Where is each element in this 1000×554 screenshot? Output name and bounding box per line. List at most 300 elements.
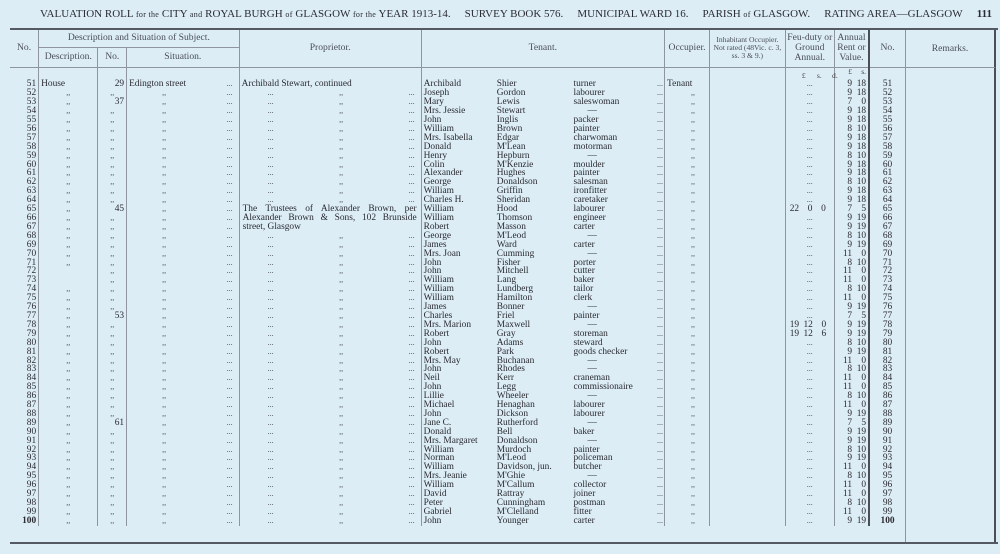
leader-dots: ... bbox=[408, 168, 415, 178]
ditto-mark: ,, bbox=[339, 462, 344, 472]
rent-pounds: 9 bbox=[847, 221, 853, 232]
tenant-surname: Cumming bbox=[496, 248, 535, 259]
proprietor-ditto bbox=[239, 250, 421, 259]
situation bbox=[127, 481, 240, 490]
rent-shillings: 18 bbox=[856, 115, 867, 126]
leader-dots: ... bbox=[408, 498, 415, 507]
row-number-right: 87 bbox=[869, 401, 905, 410]
situation-wrap bbox=[129, 134, 237, 143]
tenant-first-name: Joseph bbox=[421, 89, 495, 98]
proprietor-ditto bbox=[239, 481, 421, 490]
leader-dots: ... bbox=[657, 444, 664, 454]
tenant-surname: Maxwell bbox=[496, 319, 531, 330]
rent-shillings: 18 bbox=[856, 159, 867, 170]
rent-shillings: 19 bbox=[856, 221, 867, 232]
leader-dots: ... bbox=[267, 453, 274, 463]
situation-wrap bbox=[129, 454, 237, 463]
leader-dots: ... bbox=[657, 266, 664, 276]
occupier: ,, bbox=[665, 125, 710, 134]
ditto-mark: ,, bbox=[339, 328, 344, 338]
situation-wrap bbox=[129, 339, 237, 348]
situation bbox=[127, 143, 240, 152]
inhabitant-occupier bbox=[710, 259, 786, 268]
tenant-surname: Friel bbox=[496, 310, 515, 321]
tenant-first-name: Robert bbox=[421, 330, 495, 339]
street-number: ,, bbox=[98, 250, 127, 259]
leader-dots: ... bbox=[657, 346, 664, 356]
row-number-right: 58 bbox=[869, 143, 905, 152]
inhabitant-occupier bbox=[710, 223, 786, 232]
situation-wrap bbox=[129, 232, 237, 241]
row-number: 83 bbox=[26, 364, 37, 375]
unit-spacer bbox=[127, 67, 240, 80]
street-number: ,, bbox=[98, 357, 127, 366]
description: ,, bbox=[39, 187, 98, 196]
situation bbox=[127, 178, 240, 187]
occupier: ,, bbox=[665, 401, 710, 410]
occupier: ,, bbox=[665, 134, 710, 143]
street-number: ,, bbox=[98, 499, 127, 508]
tenant-first-name: William bbox=[421, 481, 495, 490]
leader-dots: ... bbox=[226, 159, 233, 169]
rent-pounds: 9 bbox=[847, 515, 853, 526]
inhabitant-occupier bbox=[710, 428, 786, 437]
tenant-occupation: cutter bbox=[573, 266, 595, 277]
tenant-first-name: Mrs. Jeanie bbox=[421, 472, 495, 481]
leader-dots: ... bbox=[226, 266, 233, 276]
rent-shillings: 10 bbox=[856, 364, 867, 375]
description: ,, bbox=[39, 116, 98, 125]
tenant-surname: Davidson, jun. bbox=[496, 462, 552, 473]
situation bbox=[127, 303, 240, 312]
inhabitant-occupier bbox=[710, 410, 786, 419]
inhabitant-occupier bbox=[710, 499, 786, 508]
description: ,, bbox=[39, 169, 98, 178]
situation-text: ,, bbox=[162, 239, 167, 249]
feu-duty: ... bbox=[785, 241, 834, 250]
situation-wrap bbox=[129, 330, 237, 339]
leader-dots: ... bbox=[408, 230, 415, 240]
tenant-occupation: motorman bbox=[573, 141, 613, 152]
tenant-first-name: Archibald bbox=[421, 80, 495, 89]
ditto-mark: ,, bbox=[339, 337, 344, 347]
row-number: 71 bbox=[26, 257, 37, 268]
leader-dots: ... bbox=[226, 195, 233, 205]
table-row bbox=[10, 294, 905, 303]
tenant-surname: Adams bbox=[496, 337, 524, 348]
tenant-first-name: George bbox=[421, 232, 495, 241]
street-number: ,, bbox=[98, 437, 127, 446]
leader-dots: ... bbox=[226, 275, 233, 285]
leader-dots: ... bbox=[267, 346, 274, 356]
leader-dots: ... bbox=[657, 391, 664, 401]
leader-dots: ... bbox=[408, 328, 415, 338]
situation-wrap bbox=[129, 223, 237, 232]
col-header-annual-rent: Annual Rent or Value. bbox=[834, 30, 869, 67]
leader-dots: ... bbox=[657, 257, 664, 267]
inhabitant-occupier bbox=[710, 285, 786, 294]
parish bbox=[703, 8, 811, 20]
situation-wrap bbox=[129, 410, 237, 419]
situation-wrap bbox=[129, 143, 237, 152]
description: ,, bbox=[39, 357, 98, 366]
leader-dots: ... bbox=[267, 400, 274, 410]
proprietor-ditto bbox=[239, 161, 421, 170]
proprietor-ditto bbox=[239, 267, 421, 276]
unit-label: s. bbox=[861, 66, 867, 76]
proprietor-ditto bbox=[239, 446, 421, 455]
situation-text: ,, bbox=[162, 408, 167, 418]
leader-dots: ... bbox=[657, 239, 664, 249]
tenant-occupation: baker bbox=[573, 426, 595, 437]
feu-duty: ... bbox=[785, 116, 834, 125]
leader-dots: ... bbox=[267, 132, 274, 142]
feu-duty: ... bbox=[785, 410, 834, 419]
leader-dots: ... bbox=[226, 293, 233, 303]
page-title bbox=[40, 8, 992, 20]
inhabitant-occupier bbox=[710, 116, 786, 125]
row-number-right: 91 bbox=[869, 437, 905, 446]
rent-shillings: 0 bbox=[861, 275, 867, 286]
description: ,, bbox=[39, 454, 98, 463]
description: ,, bbox=[39, 410, 98, 419]
rent-shillings: 0 bbox=[861, 480, 867, 491]
leader-dots: ... bbox=[657, 515, 664, 525]
leader-dots: ... bbox=[267, 515, 274, 525]
tenant-first-name: William bbox=[421, 446, 495, 455]
inhabitant-occupier bbox=[710, 339, 786, 348]
unit-spacer bbox=[869, 67, 905, 80]
description: ,, bbox=[39, 89, 98, 98]
table-row bbox=[10, 454, 905, 463]
leader-dots: ... bbox=[408, 471, 415, 481]
tenant-occupation: — bbox=[587, 230, 597, 241]
tenant-surname: Donaldson bbox=[496, 435, 538, 446]
tenant-surname: Donaldson bbox=[496, 177, 538, 188]
rent-pounds: 11 bbox=[843, 480, 853, 491]
tenant-occupation: baker bbox=[573, 275, 595, 286]
leader-dots: ... bbox=[657, 337, 664, 347]
row-number-right: 90 bbox=[869, 428, 905, 437]
leader-dots: ... bbox=[408, 106, 415, 116]
inhabitant-occupier bbox=[710, 205, 786, 214]
tenant-first-name: Mrs. Joan bbox=[421, 250, 495, 259]
leader-dots: ... bbox=[657, 293, 664, 303]
leader-dots: ... bbox=[267, 266, 274, 276]
leader-dots: ... bbox=[657, 489, 664, 499]
tenant-first-name: Colin bbox=[421, 161, 495, 170]
proprietor-ditto bbox=[239, 508, 421, 517]
row-number: 91 bbox=[26, 435, 37, 446]
ditto-mark: ,, bbox=[339, 186, 344, 196]
tenant-surname: M'Lean bbox=[496, 141, 526, 152]
proprietor-ditto bbox=[239, 98, 421, 107]
tenant-surname: Bell bbox=[496, 426, 513, 437]
situation-wrap bbox=[129, 205, 237, 214]
tenant-surname: Gordon bbox=[496, 88, 526, 99]
proprietor-ditto bbox=[239, 116, 421, 125]
rent-shillings: 5 bbox=[861, 310, 867, 321]
proprietor-ditto bbox=[239, 241, 421, 250]
leader-dots: ... bbox=[226, 480, 233, 490]
tenant-first-name: John bbox=[421, 365, 495, 374]
situation bbox=[127, 232, 240, 241]
title-part: for the bbox=[352, 10, 377, 19]
feu-duty: ... bbox=[785, 472, 834, 481]
proprietor-ditto bbox=[239, 517, 421, 526]
feu-duty: ... bbox=[785, 499, 834, 508]
occupier: ,, bbox=[665, 490, 710, 499]
proprietor-name: The Trustees of Alexander Brown, per Alexander Brown & Sons, 102 Brunside street, Glasgow bbox=[239, 205, 421, 232]
tenant-occupation: caretaker bbox=[573, 195, 608, 206]
leader-dots: ... bbox=[408, 364, 415, 374]
feu-duty: ... bbox=[785, 365, 834, 374]
situation-text: ,, bbox=[162, 319, 167, 329]
inhabitant-occupier bbox=[710, 196, 786, 205]
rent-pounds: 11 bbox=[843, 266, 853, 277]
tenant-surname: M'Ghie bbox=[496, 471, 526, 482]
inhabitant-occupier bbox=[710, 357, 786, 366]
ditto-mark: ,, bbox=[339, 106, 344, 116]
situation bbox=[127, 428, 240, 437]
leader-dots: ... bbox=[267, 123, 274, 133]
tenant-occupation: labourer bbox=[573, 400, 605, 411]
occupier: ,, bbox=[665, 98, 710, 107]
leader-dots: ... bbox=[226, 123, 233, 133]
rent-shillings: 0 bbox=[861, 266, 867, 277]
situation-text: ,, bbox=[162, 417, 167, 427]
tenant-first-name: John bbox=[421, 116, 495, 125]
situation bbox=[127, 89, 240, 98]
tenant-first-name: James bbox=[421, 241, 495, 250]
street-number: ,, bbox=[98, 116, 127, 125]
row-number-right: 70 bbox=[869, 250, 905, 259]
leader-dots: ... bbox=[226, 239, 233, 249]
street-number: 29 bbox=[98, 80, 127, 89]
row-number-right: 89 bbox=[869, 419, 905, 428]
leader-dots: ... bbox=[408, 115, 415, 125]
leader-dots: ... bbox=[657, 186, 664, 196]
tenant-occupation: labourer bbox=[573, 408, 605, 419]
parish-label: PARISH bbox=[702, 8, 744, 20]
tenant-first-name: George bbox=[421, 178, 495, 187]
proprietor-ditto bbox=[239, 357, 421, 366]
proprietor-ditto bbox=[239, 365, 421, 374]
leader-dots: ... bbox=[408, 239, 415, 249]
situation bbox=[127, 116, 240, 125]
tenant-occupation: engineer bbox=[573, 213, 606, 223]
tenant-first-name: William bbox=[421, 125, 495, 134]
feu-units bbox=[785, 67, 838, 80]
situation-text: ,, bbox=[162, 337, 167, 347]
tenant-occupation: goods checker bbox=[573, 346, 628, 357]
tenant-occupation: craneman bbox=[573, 373, 610, 384]
occupier: ,, bbox=[665, 312, 710, 321]
feu-duty: ... bbox=[785, 259, 834, 268]
row-number-right: 52 bbox=[869, 89, 905, 98]
ditto-mark: ,, bbox=[339, 391, 344, 401]
leader-dots: ... bbox=[657, 150, 664, 160]
ditto-mark: ,, bbox=[339, 435, 344, 445]
col-header-feu-duty: Feu-duty or Ground Annual. bbox=[785, 30, 834, 67]
tenant-surname: M'Leod bbox=[496, 230, 527, 241]
leader-dots: ... bbox=[408, 141, 415, 151]
street-number: ,, bbox=[98, 330, 127, 339]
inhabitant-occupier bbox=[710, 401, 786, 410]
inhabitant-occupier bbox=[710, 348, 786, 357]
leader-dots: ... bbox=[226, 408, 233, 418]
situation bbox=[127, 134, 240, 143]
tenant-surname: Murdoch bbox=[496, 444, 532, 455]
situation-wrap bbox=[129, 161, 237, 170]
inhabitant-occupier bbox=[710, 481, 786, 490]
inhabitant-occupier bbox=[710, 241, 786, 250]
row-number: 100 bbox=[22, 515, 37, 526]
row-number-right: 93 bbox=[869, 454, 905, 463]
tenant-occupation: — bbox=[587, 150, 597, 161]
rent-pounds: 7 bbox=[847, 97, 853, 108]
situation bbox=[127, 285, 240, 294]
rent-shillings: 18 bbox=[856, 79, 867, 90]
leader-dots: ... bbox=[267, 115, 274, 125]
ditto-mark: ,, bbox=[339, 506, 344, 516]
situation-text: ,, bbox=[162, 435, 167, 445]
table-row bbox=[10, 437, 905, 446]
inhabitant-occupier bbox=[710, 365, 786, 374]
proprietor-ditto bbox=[239, 383, 421, 392]
tenant-first-name: Mrs. Isabella bbox=[421, 134, 495, 143]
row-number: 69 bbox=[26, 239, 37, 250]
row-number: 76 bbox=[26, 302, 37, 313]
tenant-surname: Hood bbox=[496, 204, 518, 215]
feu-duty: ... bbox=[785, 250, 834, 259]
occupier: ,, bbox=[665, 241, 710, 250]
leader-dots: ... bbox=[657, 471, 664, 481]
leader-dots: ... bbox=[226, 400, 233, 410]
inhabitant-occupier bbox=[710, 490, 786, 499]
leader-dots: ... bbox=[657, 400, 664, 410]
ditto-mark: ,, bbox=[339, 480, 344, 490]
leader-dots: ... bbox=[408, 417, 415, 427]
col-header-situation: Situation. bbox=[127, 47, 240, 67]
rent-pounds: 9 bbox=[847, 453, 853, 464]
occupier: ,, bbox=[665, 348, 710, 357]
situation-wrap bbox=[129, 276, 237, 285]
tenant-first-name: John bbox=[421, 383, 495, 392]
situation-wrap bbox=[129, 169, 237, 178]
occupier: ,, bbox=[665, 481, 710, 490]
table-row bbox=[10, 508, 905, 517]
ditto-mark: ,, bbox=[339, 115, 344, 125]
row-number: 82 bbox=[26, 355, 37, 366]
tenant-surname: Legg bbox=[496, 382, 517, 393]
situation-wrap bbox=[129, 383, 237, 392]
situation-text: ,, bbox=[162, 248, 167, 258]
row-number-right: 92 bbox=[869, 446, 905, 455]
ditto-mark: ,, bbox=[339, 248, 344, 258]
row-number: 73 bbox=[26, 275, 37, 286]
col-header-tenant: Tenant. bbox=[421, 30, 664, 67]
situation-wrap bbox=[129, 152, 237, 161]
occupier: ,, bbox=[665, 410, 710, 419]
rent-pounds: 9 bbox=[847, 115, 853, 126]
row-number-right: 59 bbox=[869, 152, 905, 161]
occupier: ,, bbox=[665, 107, 710, 116]
tenant-occupation: painter bbox=[573, 123, 600, 134]
unit-label: d. bbox=[832, 70, 838, 80]
inhabitant-occupier bbox=[710, 134, 786, 143]
situation bbox=[127, 267, 240, 276]
leader-dots: ... bbox=[657, 506, 664, 516]
leader-dots: ... bbox=[267, 186, 274, 196]
leader-dots: ... bbox=[408, 266, 415, 276]
row-number-right: 51 bbox=[869, 80, 905, 89]
situation-text: ,, bbox=[162, 221, 167, 231]
inhabitant-occupier bbox=[710, 463, 786, 472]
rent-pounds: 9 bbox=[847, 159, 853, 170]
leader-dots: ... bbox=[657, 132, 664, 142]
leader-dots: ... bbox=[657, 275, 664, 285]
tenant-occupation: policeman bbox=[573, 453, 613, 464]
leader-dots: ... bbox=[408, 195, 415, 205]
proprietor-ditto bbox=[239, 321, 421, 330]
situation-wrap bbox=[129, 463, 237, 472]
remarks-column bbox=[905, 68, 996, 542]
tenant-surname: Wheeler bbox=[496, 391, 529, 402]
occupier: ,, bbox=[665, 365, 710, 374]
rent-shillings: 19 bbox=[856, 453, 867, 464]
leader-dots: ... bbox=[267, 328, 274, 338]
ditto-mark: ,, bbox=[339, 97, 344, 107]
situation-text: ,, bbox=[162, 186, 167, 196]
row-number-right: 81 bbox=[869, 348, 905, 357]
inhabitant-occupier bbox=[710, 374, 786, 383]
description: ,, bbox=[39, 223, 98, 232]
table-row bbox=[10, 152, 905, 161]
situation-text: ,, bbox=[162, 266, 167, 276]
tenant-surname: Gray bbox=[496, 328, 516, 339]
rent-pounds: 8 bbox=[847, 177, 853, 188]
row-number-right: 53 bbox=[869, 98, 905, 107]
occupier: ,, bbox=[665, 303, 710, 312]
tenant-occupation: — bbox=[587, 435, 597, 446]
situation-text: ,, bbox=[162, 275, 167, 285]
unit-label: s. bbox=[816, 70, 822, 80]
proprietor-ditto bbox=[239, 169, 421, 178]
description: ,, bbox=[39, 472, 98, 481]
tenant-surname: M'Clelland bbox=[496, 506, 539, 517]
tenant-occupation: — bbox=[587, 319, 597, 330]
street-number: ,, bbox=[98, 481, 127, 490]
row-number: 65 bbox=[26, 204, 37, 215]
row-number-right: 56 bbox=[869, 125, 905, 134]
table-row bbox=[10, 214, 905, 223]
tenant-occupation: turner bbox=[573, 79, 596, 90]
tenant-occupation: tailor bbox=[573, 284, 594, 295]
table-row bbox=[10, 276, 905, 285]
rent-pounds: 11 bbox=[843, 489, 853, 500]
proprietor-ditto bbox=[239, 143, 421, 152]
proprietor-ditto bbox=[239, 187, 421, 196]
description: ,, bbox=[39, 303, 98, 312]
municipal-ward: MUNICIPAL WARD 16. bbox=[577, 8, 689, 20]
row-number: 78 bbox=[26, 319, 37, 330]
leader-dots: ... bbox=[657, 284, 664, 294]
feu-duty: ... bbox=[785, 152, 834, 161]
rent-shillings: 10 bbox=[856, 230, 867, 241]
description: ,, bbox=[39, 178, 98, 187]
row-number: 86 bbox=[26, 391, 37, 402]
